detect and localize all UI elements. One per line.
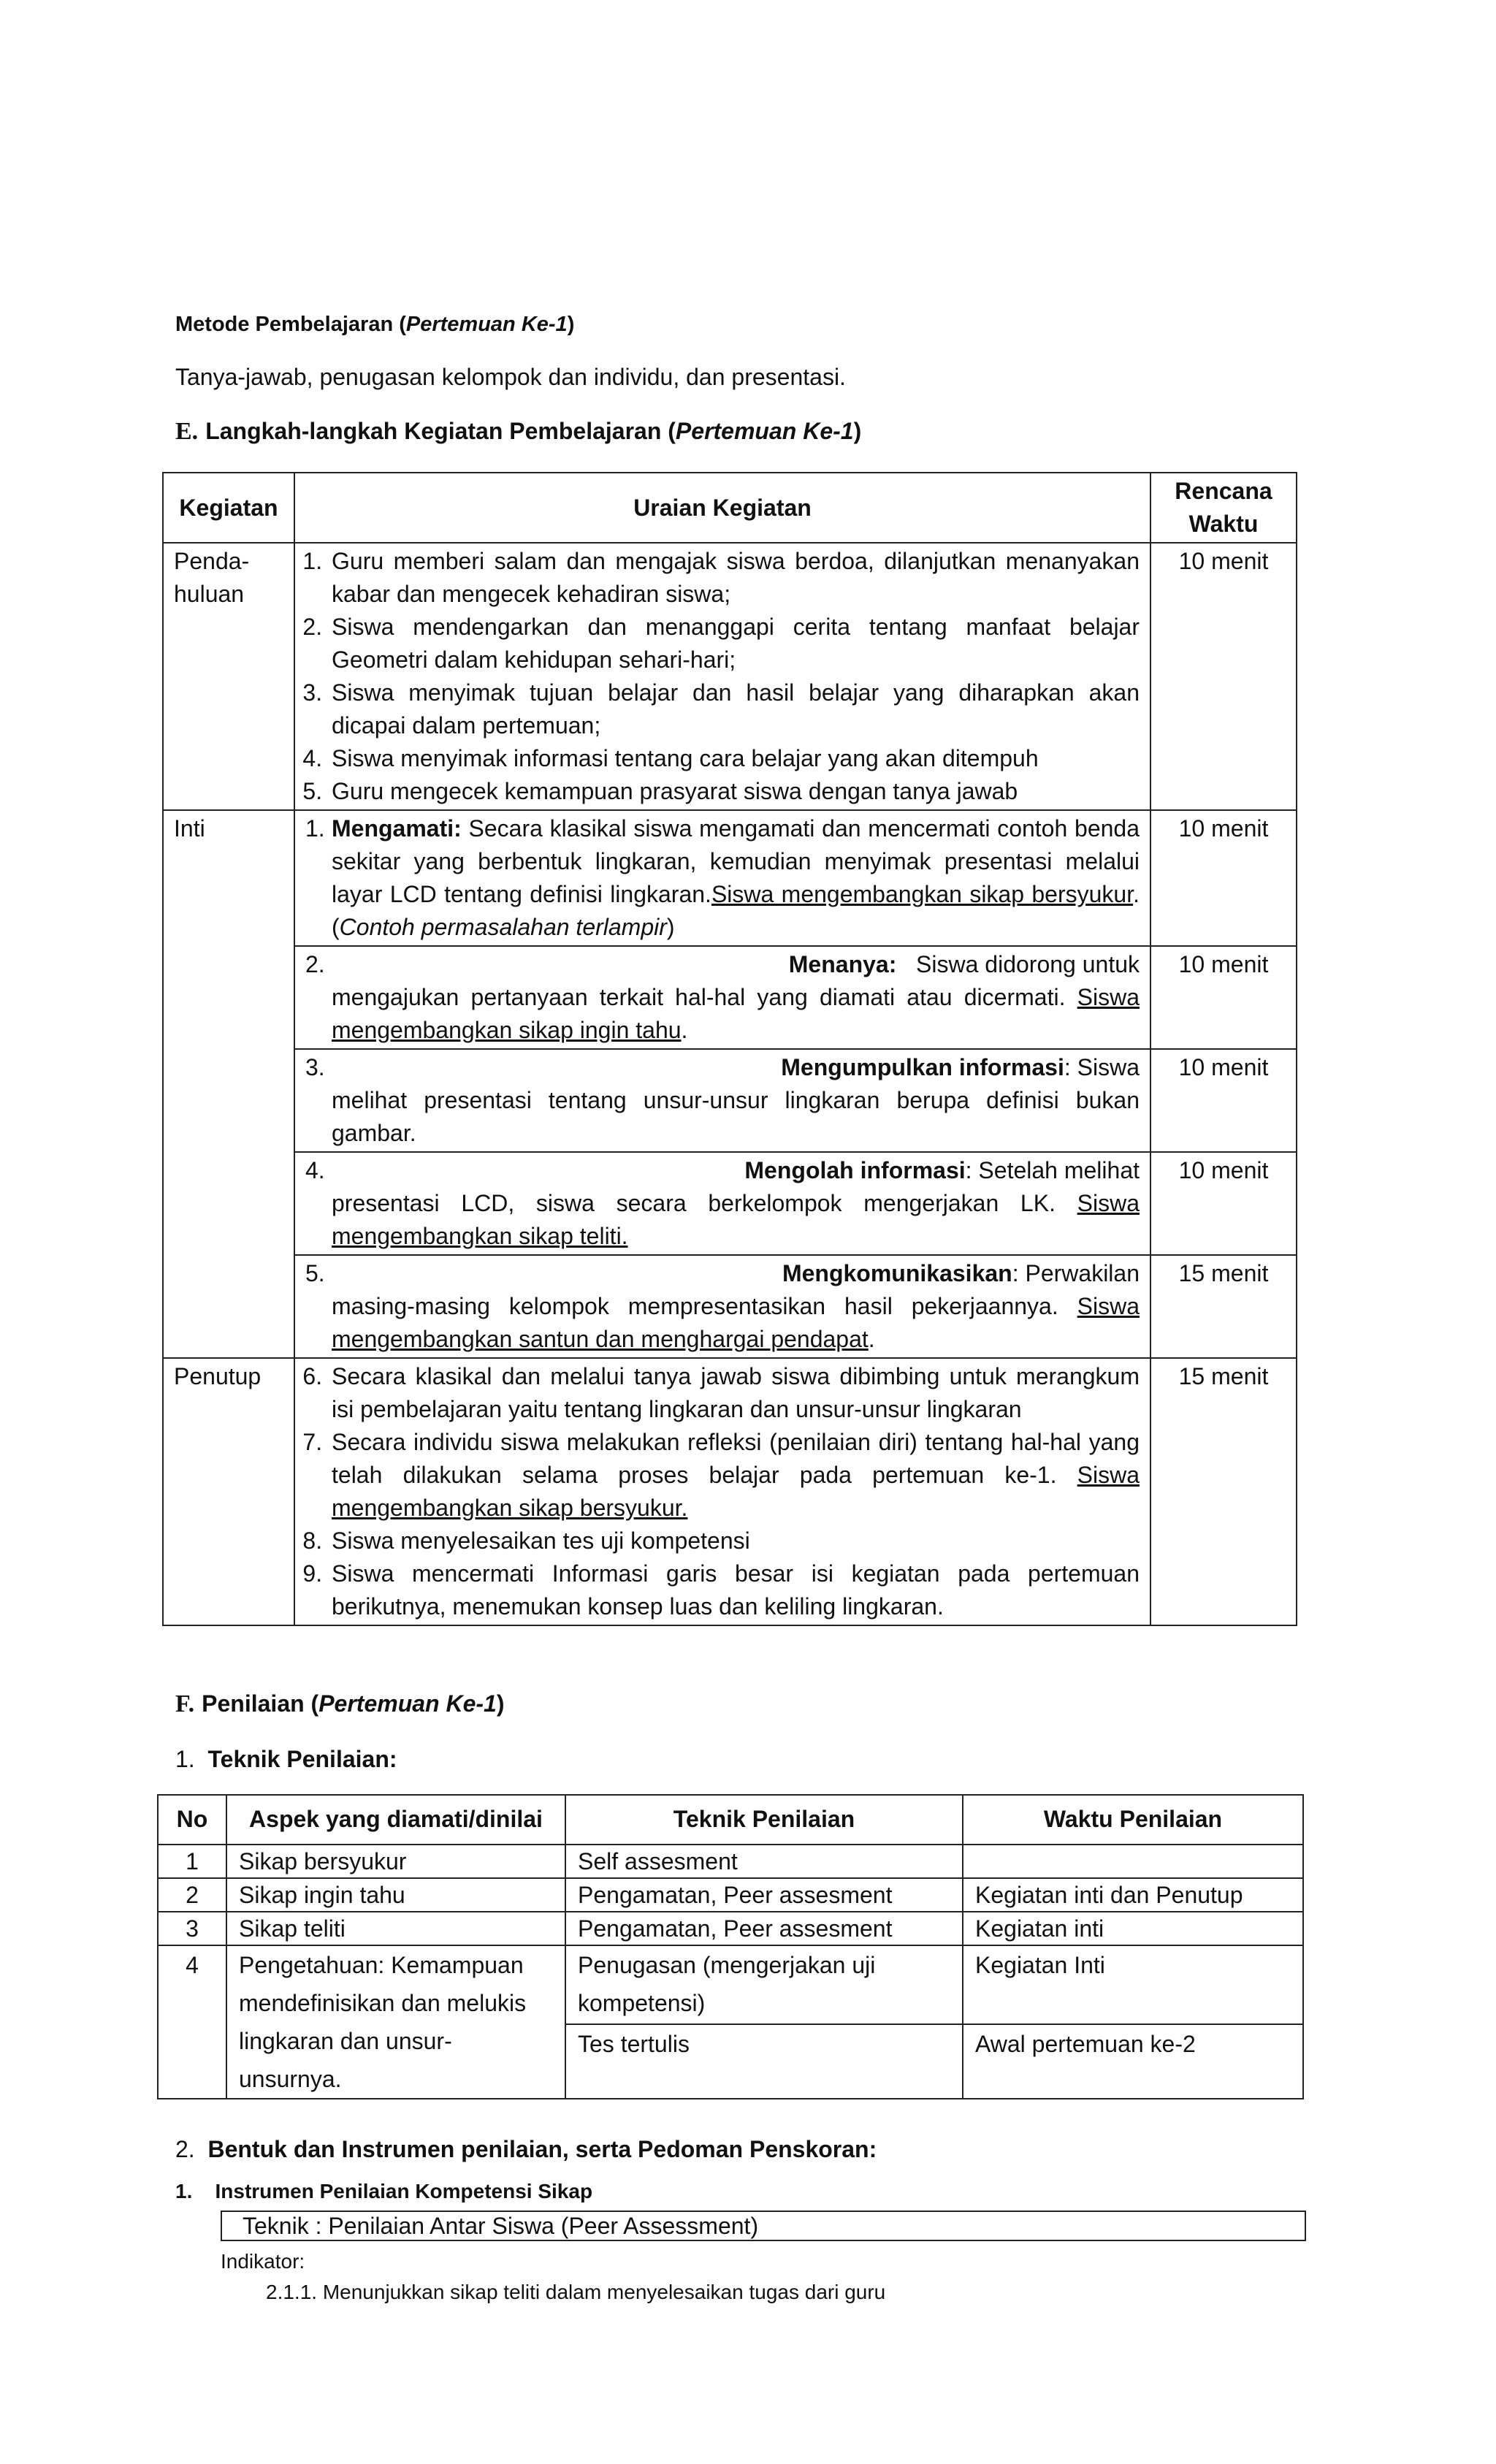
inti-step-5: 5. Mengkomunikasikan: Perwakilan masing-masing kelompok mempresentasikan hasil pekerjaannya. Siswa mengembangkan santun dan menghargai pendapat. [294,1255,1150,1358]
pendahuluan-list [305,545,1140,808]
time-inti-5: 15 menit [1150,1255,1297,1358]
inti-step-1: 1. Mengamati: Secara klasikal siswa mengamati dan mencermati contoh benda sekitar yang berbentuk lingkaran, kemudian menyimak presentasi melalui layar LCD tentang definisi lingkaran.Siswa mengembangkan sikap bersyukur.(Contoh permasalahan terlampir) [294,810,1150,946]
header-waktu-penilaian: Waktu Penilaian [963,1795,1303,1845]
table-row: 3 Sikap teliti Pengamatan, Peer assesment Kegiatan inti [158,1912,1303,1945]
time-inti-1: 10 menit [1150,810,1297,946]
table-header-row [158,1795,1303,1845]
time-inti-3: 10 menit [1150,1049,1297,1152]
section-e-heading: E. Langkah-langkah Kegiatan Pembelajaran (Pertemuan Ke-1) [175,418,862,445]
time-pendahuluan: 10 menit [1150,543,1297,810]
time-inti-4: 10 menit [1150,1152,1297,1255]
penutup-items [294,1358,1150,1625]
list-item: 3. Siswa menyimak tujuan belajar dan hasil belajar yang diharapkan akan dicapai dalam pertemuan; [329,676,1140,742]
table-row-inti-5 [163,1255,1297,1358]
kegiatan-table [162,472,1297,1626]
penilaian-table [157,1794,1304,2099]
table-row: 2 Sikap ingin tahu Pengamatan, Peer assesment Kegiatan inti dan Penutup [158,1878,1303,1912]
time-penutup: 15 menit [1150,1358,1297,1625]
table-header-row [163,473,1297,543]
table-row-inti-1 [163,810,1297,946]
list-item: 2. Siswa mendengarkan dan menanggapi cerita tentang manfaat belajar Geometri dalam kehidupan sehari-hari; [329,611,1140,676]
list-item: 4. Siswa menyimak informasi tentang cara belajar yang akan ditempuh [329,742,1140,775]
list-item: 7. Secara individu siswa melakukan refleksi (penilaian diri) tentang hal-hal yang telah dilakukan selama proses belajar pada pertemuan ke-1. Siswa mengembangkan sikap bersyukur. [329,1426,1140,1525]
section-f-heading: F. Penilaian (Pertemuan Ke-1) [175,1690,505,1717]
label-pendahuluan: Penda- huluan [163,543,294,810]
header-uraian: Uraian Kegiatan [294,473,1150,543]
list-item: 5. Guru mengecek kemampuan prasyarat siswa dengan tanya jawab [329,775,1140,808]
list-item: 9. Siswa mencermati Informasi garis besar isi kegiatan pada pertemuan berikutnya, menemukan konsep luas dan keliling lingkaran. [329,1557,1140,1623]
table-row: 4 Pengetahuan: Kemampuan mendefinisikan dan melukis lingkaran dan unsur-unsurnya. Penugasan (mengerjakan uji kompetensi) Kegiatan Inti [158,1945,1303,2024]
label-inti: Inti [163,810,294,1358]
table-row-inti-3 [163,1049,1297,1152]
header-teknik: Teknik Penilaian [565,1795,963,1845]
label-penutup: Penutup [163,1358,294,1625]
table-row: 1 Sikap bersyukur Self assesment [158,1845,1303,1878]
header-no: No [158,1795,226,1845]
inti-step-3: 3. Mengumpulkan informasi: Siswa melihat presentasi tentang unsur-unsur lingkaran berupa definisi bukan gambar. [294,1049,1150,1152]
time-inti-2: 10 menit [1150,946,1297,1049]
inti-step-4: 4. Mengolah informasi: Setelah melihat presentasi LCD, siswa secara berkelompok mengerjakan LK. Siswa mengembangkan sikap teliti. [294,1152,1150,1255]
instrumen-heading: 1. Instrumen Penilaian Kompetensi Sikap [175,2180,593,2202]
table-row: Tes tertulis Awal pertemuan ke-2 [158,2024,1303,2099]
header-kegiatan: Kegiatan [163,473,294,543]
indikator-label: Indikator: [221,2250,305,2273]
teknik-heading: 1. Teknik Penilaian: [175,1746,397,1772]
inti-step-2: 2. Menanya: Siswa didorong untuk mengajukan pertanyaan terkait hal-hal yang diamati atau dicermati. Siswa mengembangkan sikap ingin tahu. [294,946,1150,1049]
list-item: 6. Secara klasikal dan melalui tanya jawab siswa dibimbing untuk merangkum isi pembelajaran yaitu tentang lingkaran dan unsur-unsur lingkaran [329,1360,1140,1426]
penutup-list [305,1360,1140,1623]
indikator-item: 2.1.1. Menunjukkan sikap teliti dalam menyelesaikan tugas dari guru [266,2281,886,2303]
header-waktu: Rencana Waktu [1150,473,1297,543]
table-row-inti-4 [163,1152,1297,1255]
bentuk-heading: 2. Bentuk dan Instrumen penilaian, serta Pedoman Penskoran: [175,2136,877,2162]
header-aspek: Aspek yang diamati/dinilai [226,1795,565,1845]
list-item: 1. Guru memberi salam dan mengajak siswa berdoa, dilanjutkan menanyakan kabar dan mengecek kehadiran siswa; [329,545,1140,611]
metode-text: Tanya-jawab, penugasan kelompok dan individu, dan presentasi. [175,364,846,390]
table-row-inti-2 [163,946,1297,1049]
pendahuluan-items [294,543,1150,810]
table-row-pendahuluan [163,543,1297,810]
list-item: 8. Siswa menyelesaikan tes uji kompetensi [329,1525,1140,1557]
teknik-box: Teknik : Penilaian Antar Siswa (Peer Assessment) [221,2211,1306,2241]
table-row-penutup [163,1358,1297,1625]
metode-heading: Metode Pembelajaran (Pertemuan Ke-1) [175,313,575,336]
